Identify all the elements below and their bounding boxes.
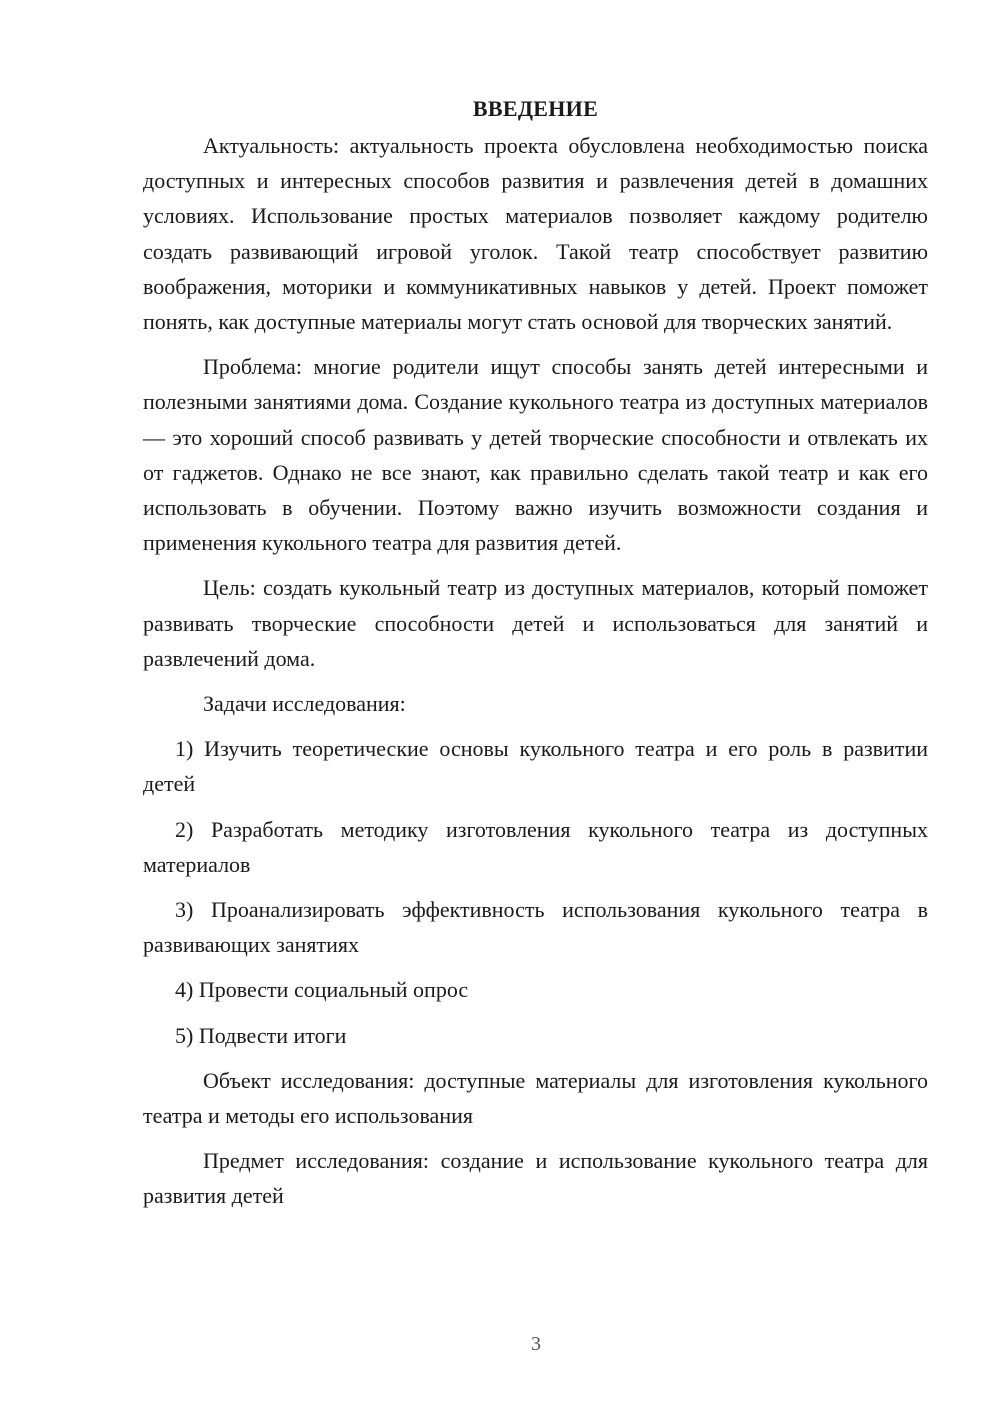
subject-paragraph: Предмет исследования: создание и использование кукольного театра для развития детей xyxy=(143,1148,928,1209)
task-item: 1) Изучить теоретические основы кукольного театра и его роль в развитии детей xyxy=(143,736,928,797)
task-item: 5) Подвести итоги xyxy=(175,1022,347,1048)
tasks-heading: Задачи исследования: xyxy=(203,691,406,717)
tasks-list xyxy=(143,731,928,1053)
task-item: 4) Провести социальный опрос xyxy=(175,977,469,1003)
task-item: 2) Разработать методику изготовления кукольного театра из доступных материалов xyxy=(143,816,928,877)
relevance-paragraph: Актуальность: актуальность проекта обусловлена необходимостью поиска доступных и интересных способов развития и развлечения детей в домашних условиях. Использование простых материалов позволяет каждому родителю создать развивающий игровой уголок. Такой театр способствует развитию воображения, моторики и коммуникативных навыков у детей. Проект поможет понять, как доступные материалы могут стать основой для творческих занятий. xyxy=(143,133,928,335)
page-title: ВВЕДЕНИЕ xyxy=(472,96,599,121)
object-paragraph: Объект исследования: доступные материалы для изготовления кукольного театра и методы его использования xyxy=(143,1067,928,1129)
problem-paragraph: Проблема: многие родители ищут способы занять детей интересными и полезными занятиями дома. Создание кукольного театра из доступных материалов — это хороший способ развивать у детей творческие способности и отвлекать их от гаджетов. Однако не все знают, как правильно сделать такой театр и как его использовать в обучении. Поэтому важно изучить возможности создания и применения кукольного театра для развития детей. xyxy=(143,354,928,556)
goal-paragraph: Цель: создать кукольный театр из доступных материалов, который поможет развивать творческие способности детей и использоваться для занятий и развлечений дома. xyxy=(143,575,928,671)
document-page xyxy=(143,92,928,1224)
task-item: 3) Проанализировать эффективность использования кукольного театра в развивающих занятиях xyxy=(143,897,928,958)
page-number: 3 xyxy=(531,1333,541,1355)
